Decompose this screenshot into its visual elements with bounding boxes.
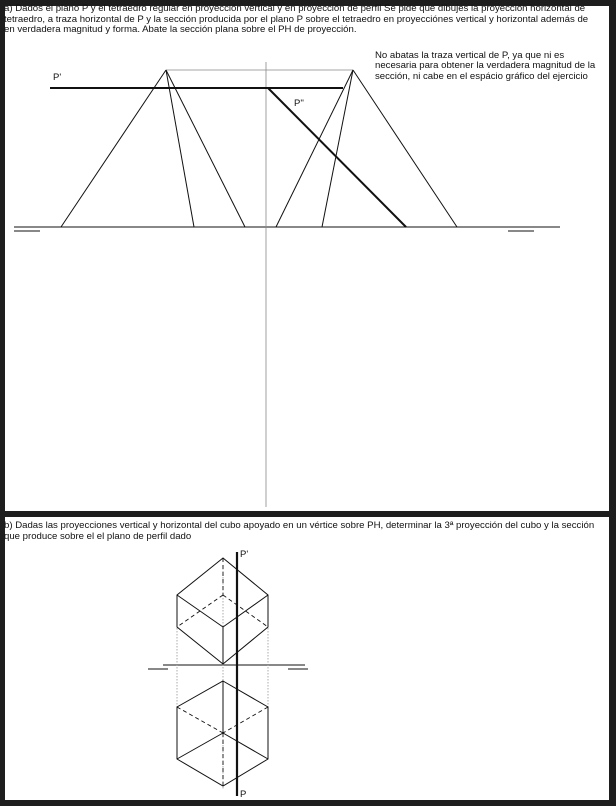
cube-horizontal-hidden-1 [177, 707, 223, 733]
label-vertical-trace-b: P' [240, 549, 249, 560]
plane-profile-trace [268, 88, 406, 227]
label-vertical-trace-a: P' [53, 72, 62, 83]
tetra-profile-edge-1 [276, 70, 353, 227]
tetra-profile-edge-3 [353, 70, 457, 227]
exercise-a-statement: a) Dados el plano P y el tetraedro regular en proyección vertical y en proyección de perfil Se pide que dibujes la proyección horizontal de tetraedro, a traza horizontal de P y la sección producida por el plano P sobre el tetraedro en proyecciónes vertical y horizontal además de en verdadera magnitud y forma. Abate la sección plana sobre el PH de proyección. [4, 3, 589, 35]
tetra-vertical-edge-3 [166, 70, 245, 227]
tetra-vertical-edge-2 [166, 70, 194, 227]
exercise-b-statement: b) Dadas las proyecciones vertical y horizontal del cubo apoyado en un vértice sobre PH, determinar la 3ª proyección del cubo y la sección que produce sobre el el plano de perfil dado [4, 520, 595, 542]
label-profile-trace-a: P'' [294, 98, 304, 109]
tetra-profile-edge-2 [322, 70, 353, 227]
cube-horizontal-edge-2 [177, 733, 223, 759]
label-horizontal-trace-b: P [240, 789, 247, 800]
exercise-a-note: No abatas la traza vertical de P, ya que ni es necesaria para obtener la verdadera magnitud de la sección, ni cabe en el espácio gráfico del ejercicio [375, 50, 596, 82]
cube-horizontal-edge-3 [223, 733, 268, 759]
exercise-b-drawing [148, 552, 308, 796]
exercise-a-drawing [14, 62, 560, 507]
cube-horizontal-hidden-2 [223, 707, 268, 733]
tetra-vertical-edge-1 [61, 70, 166, 227]
